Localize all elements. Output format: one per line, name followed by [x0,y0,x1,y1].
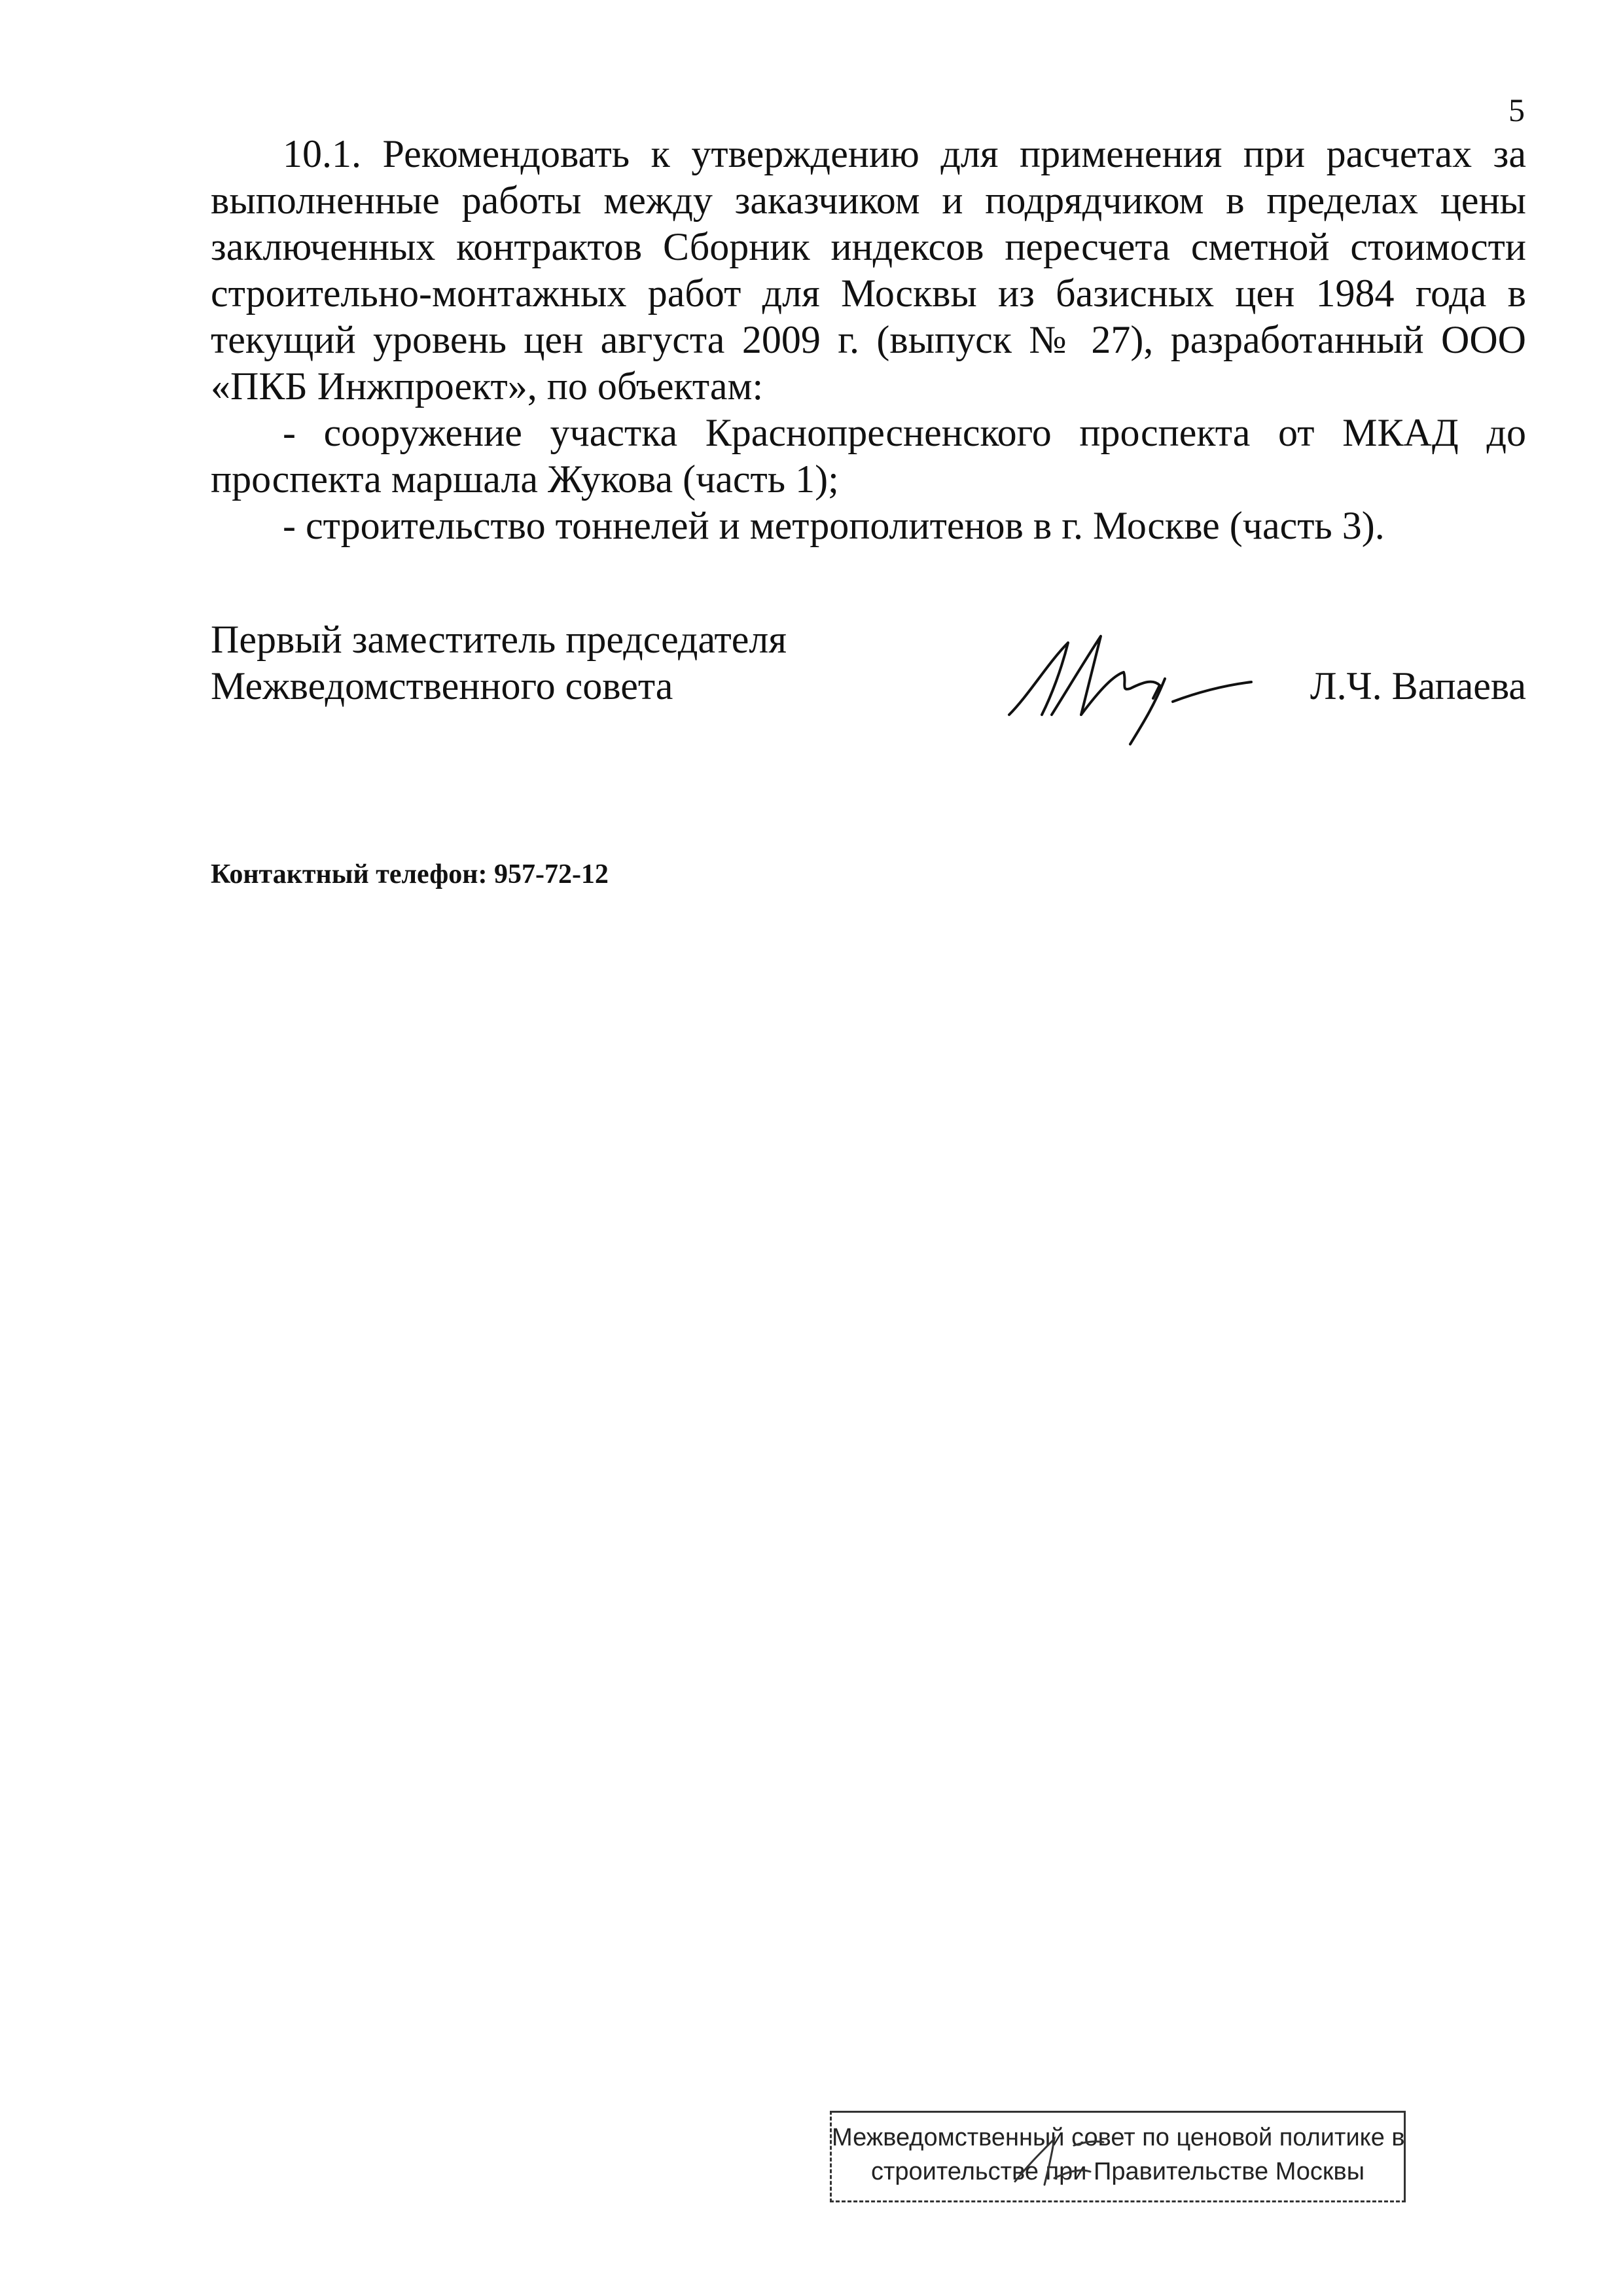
paragraph-object-1: - сооружение участка Краснопресненского проспекта от МКАД до проспекта маршала Жукова (часть 1); [211,411,1526,501]
page-number: 5 [1508,92,1525,128]
signature-block [211,617,1526,747]
handwritten-signature [990,617,1264,747]
stamp-handwritten-mark [976,2119,1146,2198]
contact-phone: Контактный телефон: 957-72-12 [211,859,609,889]
paragraph-recommendation: 10.1. Рекомендовать к утверждению для применения при расчетах за выполненные работы между заказчиком и подрядчиком в пределах цены заключенных контрактов Сборник индексов пересчета сметной стоимости строительно-монтажных работ для Москвы из базисных цен 1984 года в текущий уровень цен августа 2009 г. (выпуск № 27), разработанный ООО «ПКБ Инжпроект», по объектам: [211,132,1526,408]
signatory-title-line-1: Первый заместитель председателя [211,618,787,661]
document-body [211,131,1526,549]
signatory-name: Л.Ч. Вапаева [1310,664,1526,708]
signatory-title [211,617,787,709]
registration-stamp [830,2111,1406,2202]
stamp-line-2: строительстве при Правительстве Москвы [870,2158,1365,2185]
stamp-line-1: Межведомственный совет по ценовой политике в [832,2124,1405,2151]
signatory-title-line-2: Межведомственного совета [211,664,673,708]
paragraph-object-2: - строительство тоннелей и метрополитенов в г. Москве (часть 3). [283,504,1385,547]
